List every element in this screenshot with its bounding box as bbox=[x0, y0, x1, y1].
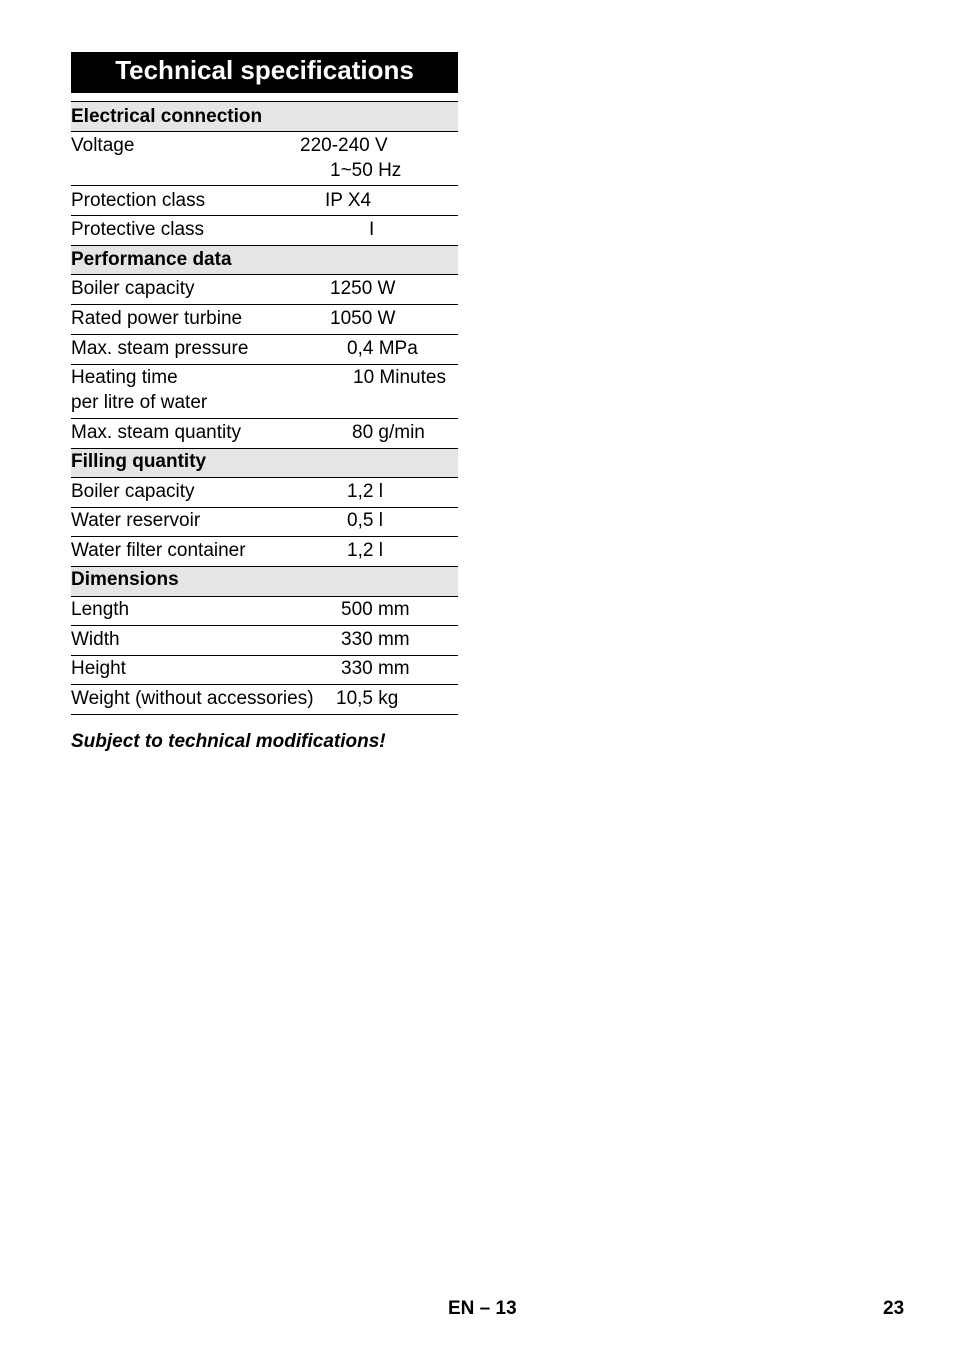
table-row-height bbox=[71, 656, 458, 685]
max-pressure-value: 0,4 MPa bbox=[347, 338, 418, 359]
table-row-heating-time bbox=[71, 365, 458, 419]
table-row-length bbox=[71, 597, 458, 626]
width-value: 330 mm bbox=[341, 629, 410, 650]
table-row-boiler-fill bbox=[71, 478, 458, 508]
height-value: 330 mm bbox=[341, 658, 410, 679]
table-row-max-steam bbox=[71, 419, 458, 449]
modification-note: Subject to technical modifications! bbox=[71, 731, 386, 752]
max-steam-value: 80 g/min bbox=[352, 422, 425, 443]
protective-class-label: Protective class bbox=[71, 219, 205, 240]
table-row-voltage bbox=[71, 132, 458, 186]
table-row-boiler-capacity bbox=[71, 275, 458, 305]
rated-power-value: 1050 W bbox=[330, 308, 396, 329]
protection-class-value: IP X4 bbox=[325, 190, 372, 211]
weight-value: 10,5 kg bbox=[336, 688, 399, 709]
boiler-capacity-value: 1250 W bbox=[330, 278, 396, 299]
section-heading-label: Electrical connection bbox=[71, 106, 263, 127]
section-heading-performance bbox=[71, 246, 458, 275]
page-number: 23 bbox=[883, 1298, 905, 1319]
heating-time-label: Heating time bbox=[71, 367, 178, 388]
heating-time-label-line2: per litre of water bbox=[71, 392, 208, 413]
table-row-protection-class bbox=[71, 186, 458, 216]
boiler-fill-label: Boiler capacity bbox=[71, 481, 195, 502]
spec-table bbox=[71, 101, 458, 715]
protection-class-label: Protection class bbox=[71, 190, 206, 211]
length-value: 500 mm bbox=[341, 599, 410, 620]
table-row-rated-power bbox=[71, 305, 458, 335]
water-filter-value: 1,2 l bbox=[347, 540, 383, 561]
section-heading-label: Performance data bbox=[71, 249, 232, 270]
table-row-protective-class bbox=[71, 216, 458, 246]
boiler-fill-value: 1,2 l bbox=[347, 481, 383, 502]
section-heading-dimensions bbox=[71, 567, 458, 597]
section-heading-electrical bbox=[71, 102, 458, 132]
table-row-water-filter bbox=[71, 537, 458, 567]
table-row-weight bbox=[71, 685, 458, 715]
table-row-max-pressure bbox=[71, 335, 458, 365]
boiler-capacity-label: Boiler capacity bbox=[71, 278, 195, 299]
voltage-value: 220-240 V bbox=[300, 135, 388, 156]
water-reservoir-value: 0,5 l bbox=[347, 510, 383, 531]
table-row-water-reservoir bbox=[71, 508, 458, 537]
page-title: Technical specifications bbox=[71, 52, 458, 93]
width-label: Width bbox=[71, 629, 120, 650]
height-label: Height bbox=[71, 658, 126, 679]
voltage-label: Voltage bbox=[71, 135, 135, 156]
rated-power-label: Rated power turbine bbox=[71, 308, 243, 329]
protective-class-value: I bbox=[369, 219, 375, 240]
voltage-frequency-value: 1~50 Hz bbox=[330, 160, 402, 181]
section-heading-label: Dimensions bbox=[71, 569, 179, 590]
max-pressure-label: Max. steam pressure bbox=[71, 338, 249, 359]
section-page-number: EN – 13 bbox=[448, 1298, 517, 1319]
section-heading-filling bbox=[71, 449, 458, 478]
water-reservoir-label: Water reservoir bbox=[71, 510, 201, 531]
section-heading-label: Filling quantity bbox=[71, 451, 207, 472]
weight-label: Weight (without accessories) bbox=[71, 688, 314, 709]
length-label: Length bbox=[71, 599, 130, 620]
table-row-width bbox=[71, 626, 458, 656]
heating-time-value: 10 Minutes bbox=[353, 367, 446, 388]
max-steam-label: Max. steam quantity bbox=[71, 422, 242, 443]
water-filter-label: Water filter container bbox=[71, 540, 246, 561]
